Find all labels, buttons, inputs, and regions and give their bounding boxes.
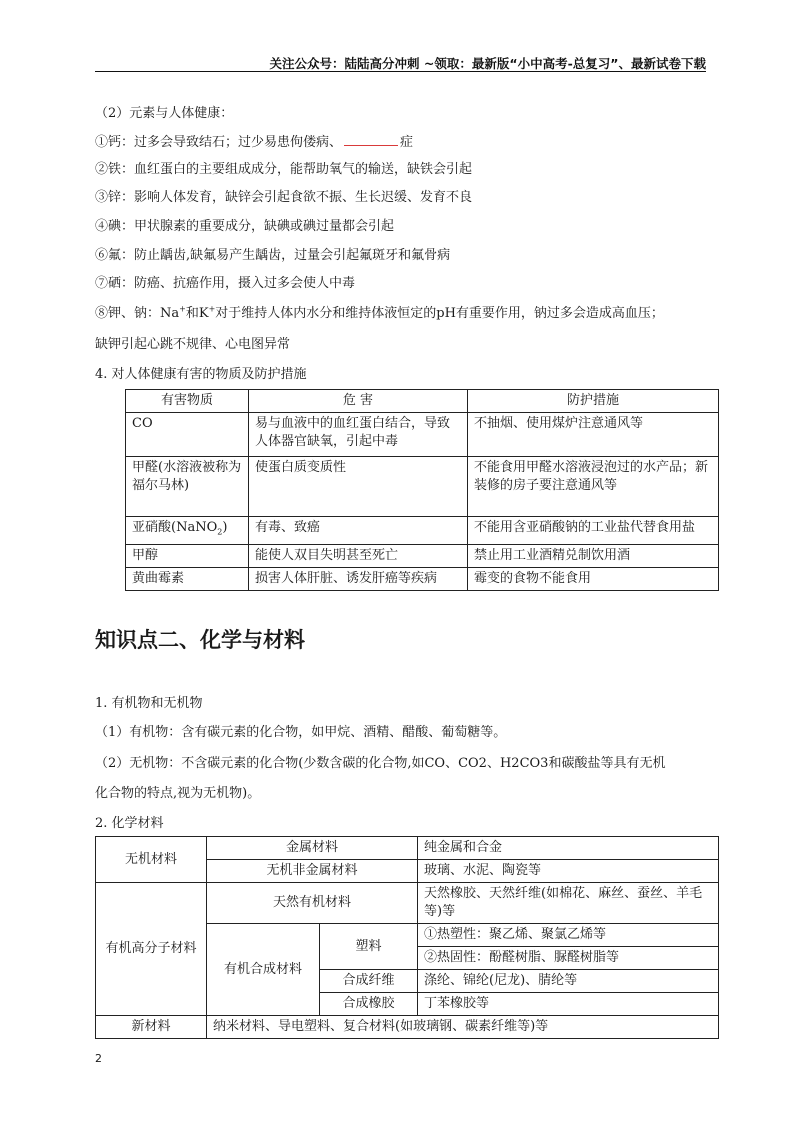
cell-natural-desc: 天然橡胶、天然纤维(如棉花、麻丝、蚕丝、羊毛等)等 bbox=[418, 883, 719, 924]
calcium-line bbox=[95, 131, 413, 150]
substance-text: 亚硝酸(NaNO bbox=[132, 520, 218, 535]
table-row bbox=[126, 567, 719, 590]
potassium-line-2: 缺钾引起心跳不规律、心电图异常 bbox=[95, 337, 291, 352]
kna-sup-2: + bbox=[208, 304, 216, 314]
kna-text-3: 对于维持人体内水分和维持体液恒定的pH有重要作用，钠过多会造成高血压； bbox=[215, 306, 664, 321]
cell-natural: 天然有机材料 bbox=[207, 883, 418, 924]
cell-protect: 不能食用甲醛水溶液浸泡过的水产品；新装修的房子要注意通风等 bbox=[468, 457, 719, 517]
table-row bbox=[126, 544, 719, 567]
cell-substance bbox=[126, 517, 249, 545]
cell-inorganic: 无机材料 bbox=[96, 837, 207, 883]
kna-text-2: 和K bbox=[185, 306, 209, 321]
cell-protect: 不能用含亚硝酸钠的工业盐代替食用盐 bbox=[468, 517, 719, 545]
cell-substance: 甲醇 bbox=[126, 544, 249, 567]
potassium-sodium-line bbox=[95, 302, 664, 321]
table-row bbox=[96, 1016, 719, 1039]
cell-fiber: 合成纤维 bbox=[320, 970, 418, 993]
cell-plastic-1: ①热塑性：聚乙烯、聚氯乙烯等 bbox=[418, 924, 719, 947]
cell-fiber-desc: 涤纶、锦纶(尼龙)、腈纶等 bbox=[418, 970, 719, 993]
page-number: 2 bbox=[95, 1052, 102, 1065]
cell-harm: 能使人双目失明甚至死亡 bbox=[249, 544, 468, 567]
cell-harm: 有毒、致癌 bbox=[249, 517, 468, 545]
cell-protect: 霉变的食物不能食用 bbox=[468, 567, 719, 590]
cell-synthetic: 有机合成材料 bbox=[207, 924, 320, 1016]
iron-line: ②铁：血红蛋白的主要组成成分，能帮助氧气的输送，缺铁会引起 bbox=[95, 162, 473, 177]
table-row bbox=[96, 837, 719, 860]
cell-metal: 金属材料 bbox=[207, 837, 418, 860]
header-harm: 危 害 bbox=[249, 390, 468, 413]
zinc-line: ③锌：影响人体发育，缺锌会引起食欲不振、生长迟缓、发育不良 bbox=[95, 190, 473, 205]
cell-protect: 不抽烟、使用煤炉注意通风等 bbox=[468, 413, 719, 457]
harmful-table bbox=[125, 389, 719, 591]
organic-title: 1. 有机物和无机物 bbox=[95, 696, 203, 711]
materials-title: 2. 化学材料 bbox=[95, 816, 164, 831]
fill-blank[interactable] bbox=[344, 133, 398, 146]
health-title: （2）元素与人体健康： bbox=[95, 106, 234, 121]
cell-protect: 禁止用工业酒精兑制饮用酒 bbox=[468, 544, 719, 567]
kna-sup-1: + bbox=[179, 304, 186, 314]
harmful-title: 4. 对人体健康有害的物质及防护措施 bbox=[95, 367, 307, 382]
cell-harm: 使蛋白质变质性 bbox=[249, 457, 468, 517]
cell-new-desc: 纳米材料、导电塑料、复合材料(如玻璃钢、碳素纤维等)等 bbox=[207, 1016, 719, 1039]
header-substance: 有害物质 bbox=[126, 390, 249, 413]
cell-new: 新材料 bbox=[96, 1016, 207, 1039]
inorganic-definition-2: 化合物的特点,视为无机物)。 bbox=[95, 786, 261, 801]
table-header-row bbox=[126, 390, 719, 413]
cell-plastic-2: ②热固性：酚醛树脂、脲醛树脂等 bbox=[418, 947, 719, 970]
cell-substance: 黄曲霉素 bbox=[126, 567, 249, 590]
kna-text-1: ⑧钾、钠：Na bbox=[95, 306, 180, 321]
substance-subscript: 2 bbox=[217, 527, 223, 537]
calcium-suffix: 症 bbox=[400, 135, 414, 150]
cell-rubber-desc: 丁苯橡胶等 bbox=[418, 993, 719, 1016]
selenium-line: ⑦硒：防癌、抗癌作用，摄入过多会使人中毒 bbox=[95, 276, 356, 291]
inorganic-definition: （2）无机物：不含碳元素的化合物(少数含碳的化合物,如CO、CO2、H2CO3和碳酸盐等具有无机 bbox=[95, 756, 666, 771]
cell-harm: 易与血液中的血红蛋白结合，导致人体器官缺氧，引起中毒 bbox=[249, 413, 468, 457]
organic-definition: （1）有机物：含有碳元素的化合物，如甲烷、酒精、醋酸、葡萄糖等。 bbox=[95, 725, 507, 740]
table-row bbox=[126, 517, 719, 545]
table-row bbox=[126, 457, 719, 517]
cell-substance: CO bbox=[126, 413, 249, 457]
fluorine-line: ⑥氟：防止龋齿,缺氟易产生龋齿，过量会引起氟斑牙和氟骨病 bbox=[95, 248, 451, 263]
table-row bbox=[126, 413, 719, 457]
cell-nonmetal: 无机非金属材料 bbox=[207, 860, 418, 883]
header-rule bbox=[95, 71, 706, 72]
cell-harm: 损害人体肝脏、诱发肝癌等疾病 bbox=[249, 567, 468, 590]
cell-plastic: 塑料 bbox=[320, 924, 418, 970]
page-header: 关注公众号：陆陆高分冲刺 ~领取：最新版“小中高考-总复习”、最新试卷下载 bbox=[269, 56, 706, 71]
substance-text-end: ) bbox=[222, 520, 228, 535]
cell-rubber: 合成橡胶 bbox=[320, 993, 418, 1016]
header-protect: 防护措施 bbox=[468, 390, 719, 413]
calcium-text: ①钙：过多会导致结石；过少易患佝偻病、 bbox=[95, 135, 343, 150]
section-title: 知识点二、化学与材料 bbox=[95, 628, 305, 652]
materials-table bbox=[95, 836, 719, 1039]
iodine-line: ④碘：甲状腺素的重要成分，缺碘或碘过量都会引起 bbox=[95, 219, 395, 234]
cell-polymer: 有机高分子材料 bbox=[96, 883, 207, 1016]
table-row bbox=[96, 883, 719, 924]
cell-nonmetal-desc: 玻璃、水泥、陶瓷等 bbox=[418, 860, 719, 883]
cell-substance: 甲醛(水溶液被称为福尔马林) bbox=[126, 457, 249, 517]
cell-metal-desc: 纯金属和合金 bbox=[418, 837, 719, 860]
